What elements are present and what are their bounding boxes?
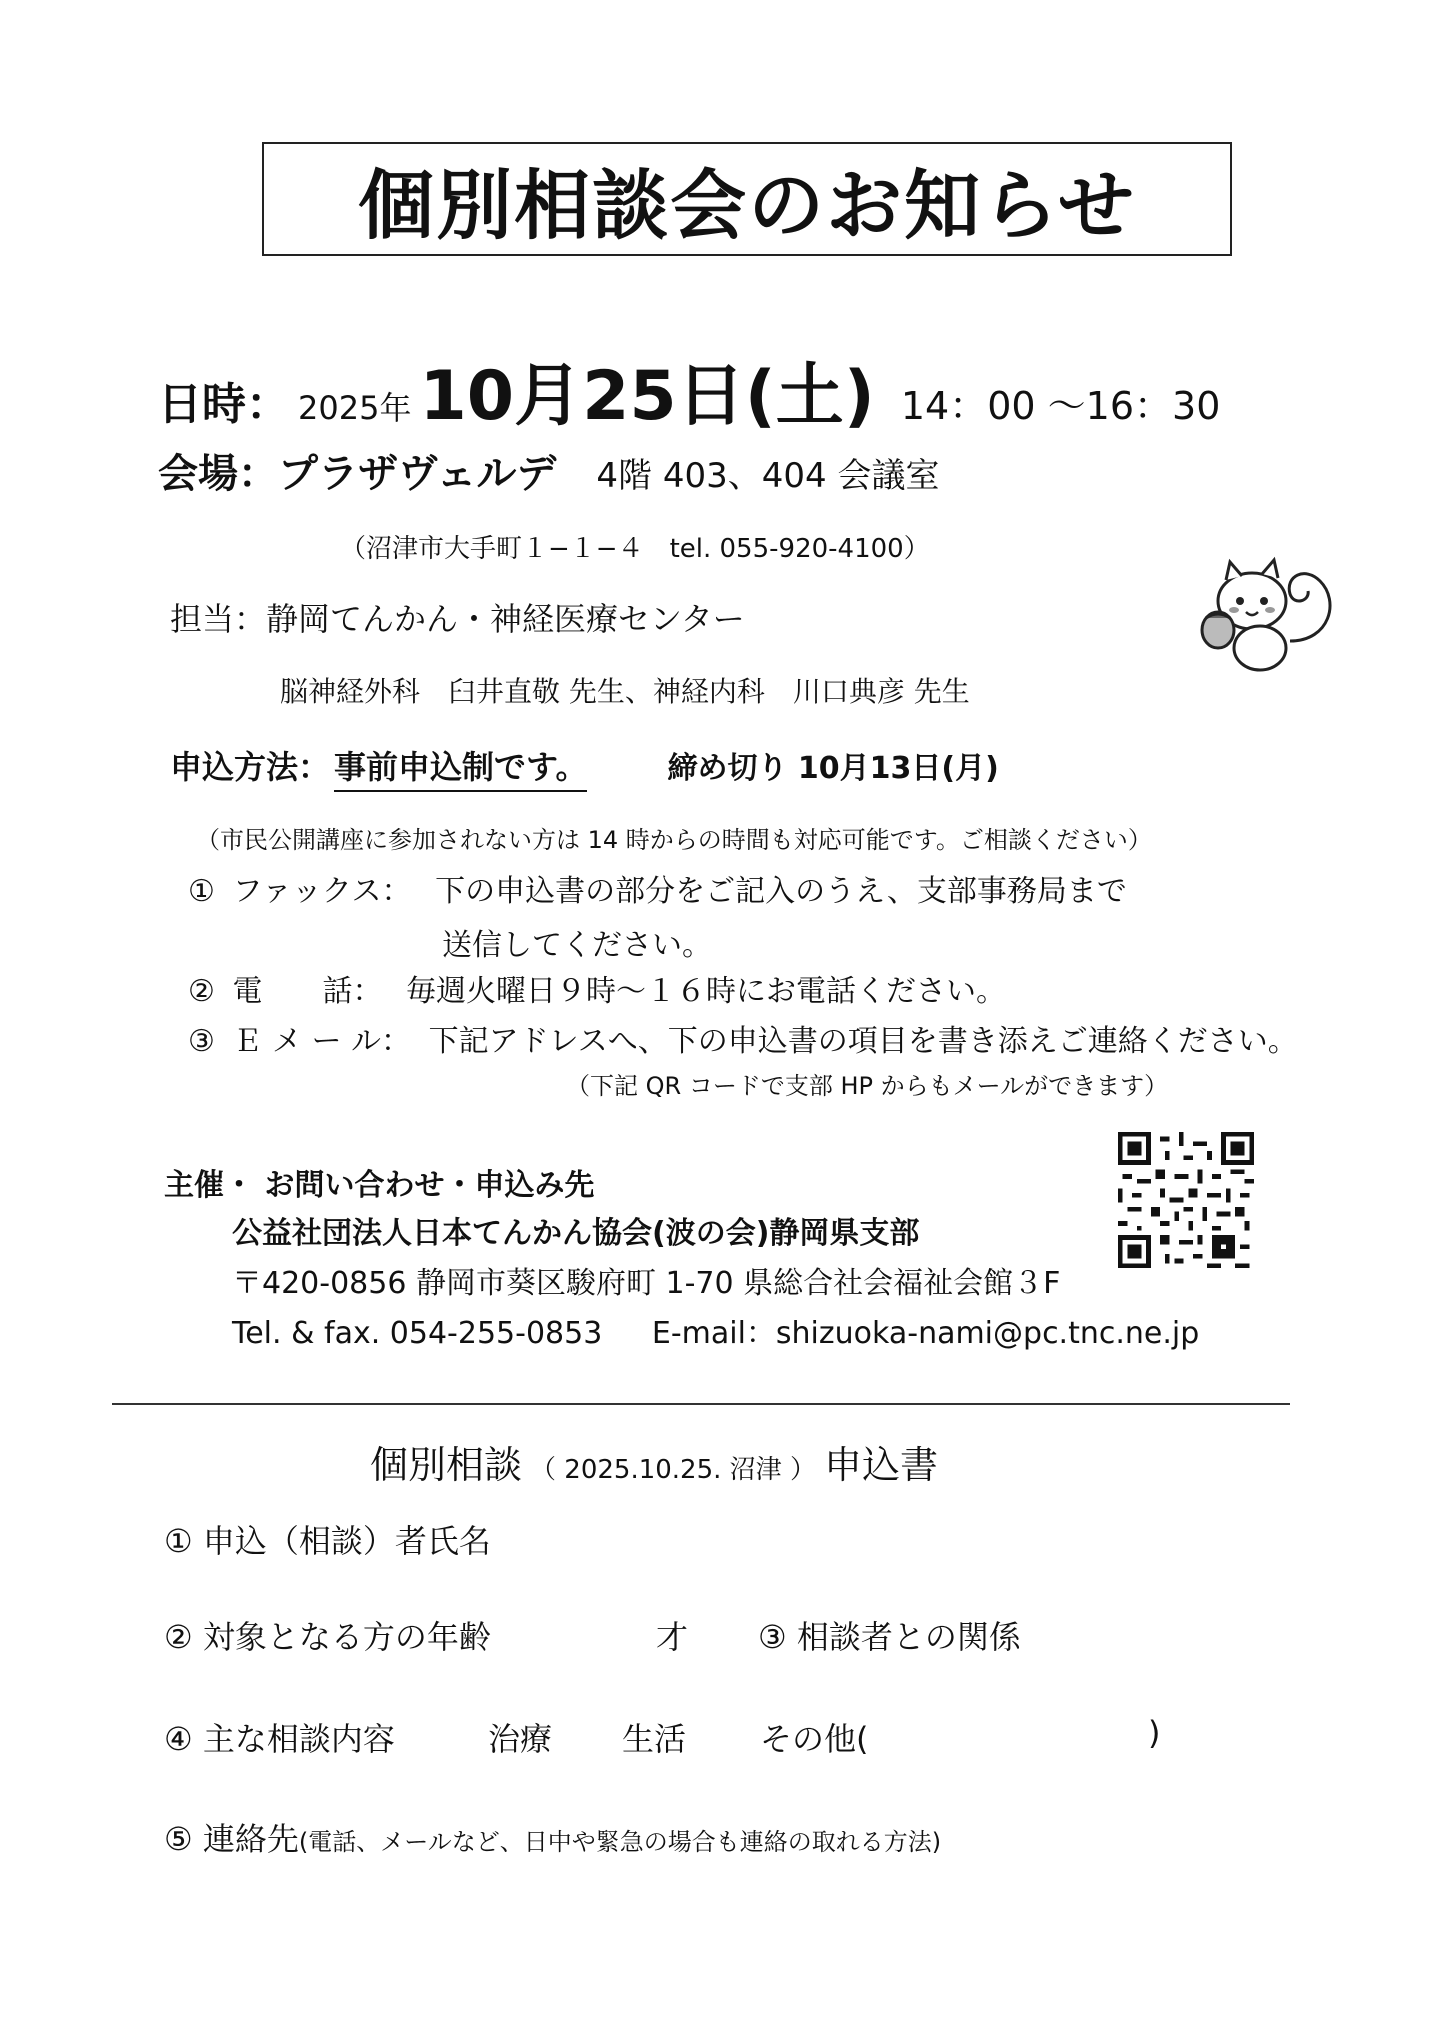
apply-label: 申込方法： xyxy=(170,748,331,786)
form-divider xyxy=(112,1403,1290,1405)
method-item-fax xyxy=(188,866,1127,910)
venue-row xyxy=(158,442,939,499)
form-option-treatment[interactable]: 治療 xyxy=(488,1720,553,1758)
form-title xyxy=(370,1434,938,1489)
datetime-row xyxy=(158,342,1221,436)
datetime-year: 2025年 xyxy=(298,389,412,427)
venue-room: 4階 403、404 会議室 xyxy=(596,456,940,496)
method-text: 毎週火曜日９時〜１６時にお電話ください。 xyxy=(406,974,1006,1009)
datetime-label: 日時： xyxy=(158,379,290,430)
method-text: 下記アドレスへ、下の申込書の項目を書き添えご連絡ください。 xyxy=(428,1024,1298,1059)
apply-row xyxy=(170,742,999,792)
page-title: 個別相談会のお知らせ xyxy=(262,142,1232,256)
form-item-age[interactable]: ② 対象となる方の年齢 xyxy=(164,1618,491,1656)
qr-note: （下記 QR コードで支部 HP からもメールができます） xyxy=(566,1072,1169,1100)
method-num: ① xyxy=(188,874,215,909)
form-age-unit: 才 xyxy=(656,1618,689,1656)
method-item-email xyxy=(188,1016,1298,1060)
method-num: ② xyxy=(188,974,215,1009)
form-contact-note: (電話、メールなど、日中や緊急の場合も連絡の取れる方法) xyxy=(298,1828,942,1856)
method-num: ③ xyxy=(188,1024,215,1059)
method-kind: ファックス： xyxy=(232,874,412,909)
apply-method: 事前申込制です。 xyxy=(334,742,587,792)
datetime-date: 10月25日(土) xyxy=(419,357,875,436)
method-kind: Ｅ メ ー ル： xyxy=(232,1024,412,1059)
form-item-contact[interactable] xyxy=(164,1814,941,1860)
staff-doctors: 脳神経外科 臼井直敬 先生、神経内科 川口典彦 先生 xyxy=(280,675,970,708)
method-item-fax-line2: 送信してください。 xyxy=(442,928,712,963)
apply-note: （市民公開講座に参加されない方は 14 時からの時間も対応可能です。ご相談ください） xyxy=(196,826,1152,854)
organizer-name: 公益社団法人日本てんかん協会(波の会)静岡県支部 xyxy=(232,1216,920,1251)
qr-code[interactable] xyxy=(1118,1132,1254,1268)
organizer-contact xyxy=(232,1308,1199,1352)
form-option-life[interactable]: 生活 xyxy=(622,1720,687,1758)
organizer-heading: 主催・ お問い合わせ・申込み先 xyxy=(164,1168,595,1203)
form-option-other-close: ) xyxy=(1148,1714,1161,1752)
apply-deadline: 締め切り 10月13日(月) xyxy=(667,751,999,786)
method-text: 下の申込書の部分をご記入のうえ、支部事務局まで xyxy=(435,874,1127,909)
form-title-c: 申込書 xyxy=(823,1443,938,1487)
venue-label: 会場：プラザヴェルデ xyxy=(158,451,557,497)
venue-address: （沼津市大手町１−１−４ tel. 055-920-4100） xyxy=(340,534,930,564)
squirrel-mascot-icon xyxy=(1190,546,1340,676)
form-item-content[interactable]: ④ 主な相談内容 xyxy=(164,1720,395,1758)
form-item-name[interactable]: ① 申込（相談）者氏名 xyxy=(164,1522,491,1560)
method-item-phone xyxy=(188,966,1006,1010)
form-title-b: （ 2025.10.25. 沼津 ） xyxy=(530,1455,816,1485)
form-contact-label: ⑤ 連絡先 xyxy=(164,1820,299,1858)
organizer-phone: Tel. & fax. 054-255-0853 xyxy=(232,1316,603,1351)
staff-label: 担当：静岡てんかん・神経医療センター xyxy=(170,600,745,638)
form-item-relation[interactable]: ③ 相談者との関係 xyxy=(758,1618,1021,1656)
organizer-email: E-mail：shizuoka-nami@pc.tnc.ne.jp xyxy=(651,1316,1200,1351)
method-kind: 電 話： xyxy=(232,974,383,1009)
form-option-other[interactable]: その他( xyxy=(760,1720,869,1758)
datetime-time: 14：00 ～16：30 xyxy=(900,384,1221,428)
form-title-a: 個別相談 xyxy=(370,1443,523,1487)
organizer-address: 〒420-0856 静岡市葵区駿府町 1-70 県総合社会福祉会館３F xyxy=(232,1266,1061,1301)
